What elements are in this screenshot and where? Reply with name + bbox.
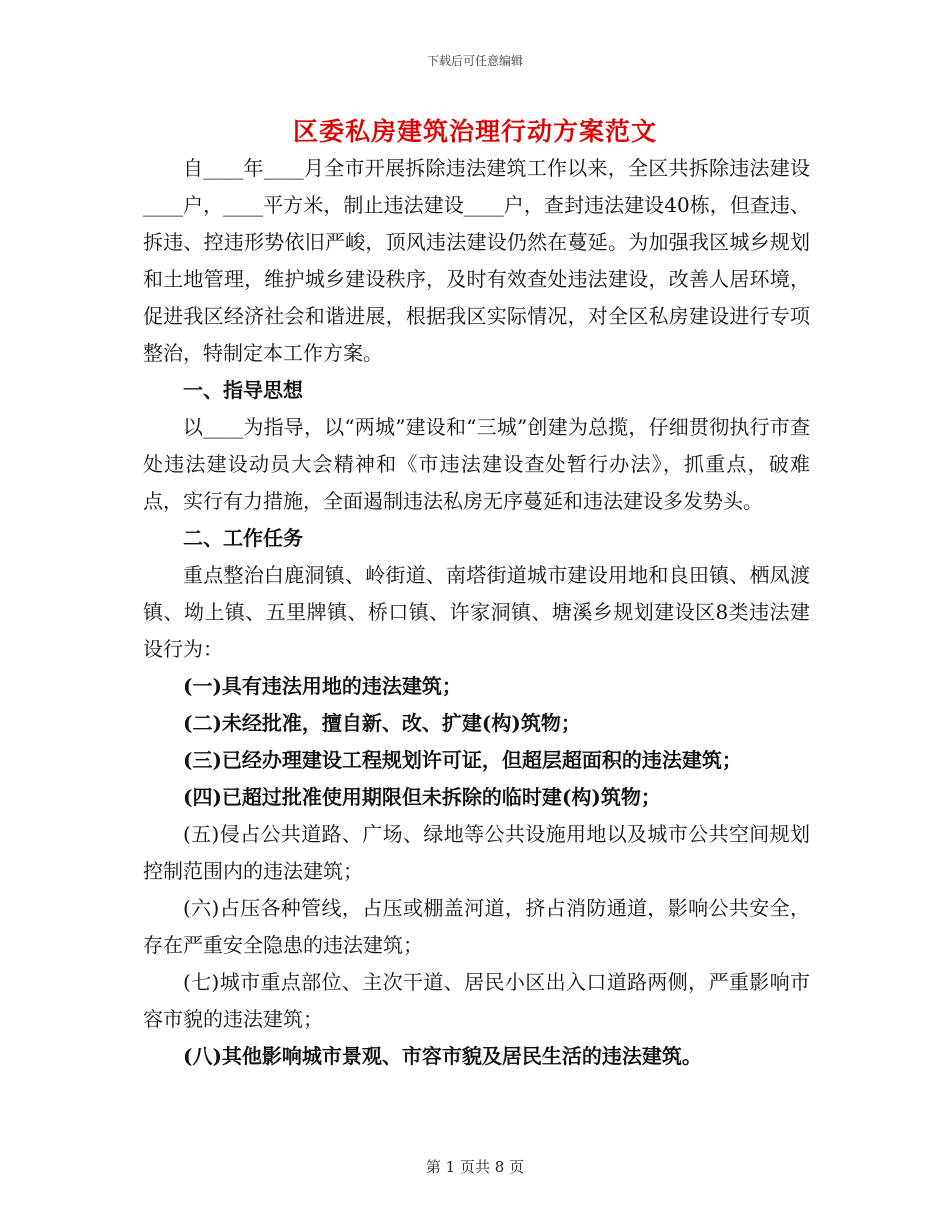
section-heading-work-tasks: 二、工作任务 [183,526,303,550]
section-heading-guiding-ideology: 一、指导思想 [183,378,303,402]
page-footer: 第 1 页共 8 页 [425,1158,525,1176]
document-title: 区委私房建筑治理行动方案范文 [292,117,657,146]
list-item: (二)未经批准，擅自新、改、扩建(构)筑物； [183,711,581,735]
list-item: (一)具有违法用地的违法建筑； [183,674,462,698]
list-item: (四)已超过批准使用期限但未拆除的临时建(构)筑物； [183,785,661,809]
page-header: 下载后可任意编辑 [426,54,523,68]
list-item: (五)侵占公共道路、广场、绿地等公共设施用地以及城市公共空间规划控制范围内的违法建筑； [143,822,810,883]
list-item: (三)已经办理建设工程规划许可证，但超层超面积的违法建筑； [183,748,742,772]
intro-paragraph: 自____年____月全市开展拆除违法建筑工作以来，全区共拆除违法建设____户，____平方米，制止违法建设____户，查封违法建设40栋，但查违、拆违、控违形势依旧严峻，顶风违法建设仍然在蔓延。为加强我区城乡规划和土地管理，维护城乡建设秩序，及时有效查处违法建设，改善人居环境，促进我区经济社会和谐进展，根据我区实际情况，对全区私房建设进行专项整治，特制定本工作方案。 [143,156,810,365]
guiding-ideology-paragraph: 以____为指导，以“两城”建设和“三城”创建为总揽，仔细贯彻执行市查处违法建设动员大会精神和《市违法建设查处暂行办法》，抓重点，破难点，实行有力措施，全面遏制违法私房无序蔓延和违法建设多发势头。 [143,415,810,513]
work-tasks-paragraph: 重点整治白鹿洞镇、岭街道、南塔街道城市建设用地和良田镇、栖凤渡镇、坳上镇、五里牌镇、桥口镇、许家洞镇、塘溪乡规划建设区8类违法建设行为： [143,563,810,661]
list-item: (六)占压各种管线，占压或棚盖河道，挤占消防通道，影响公共安全，存在严重安全隐患的违法建筑； [143,896,810,957]
document-body [143,150,810,1075]
list-item: (七)城市重点部位、主次干道、居民小区出入口道路两侧，严重影响市容市貌的违法建筑； [143,970,810,1031]
list-item: (八)其他影响城市景观、市容市貌及居民生活的违法建筑。 [183,1044,702,1068]
